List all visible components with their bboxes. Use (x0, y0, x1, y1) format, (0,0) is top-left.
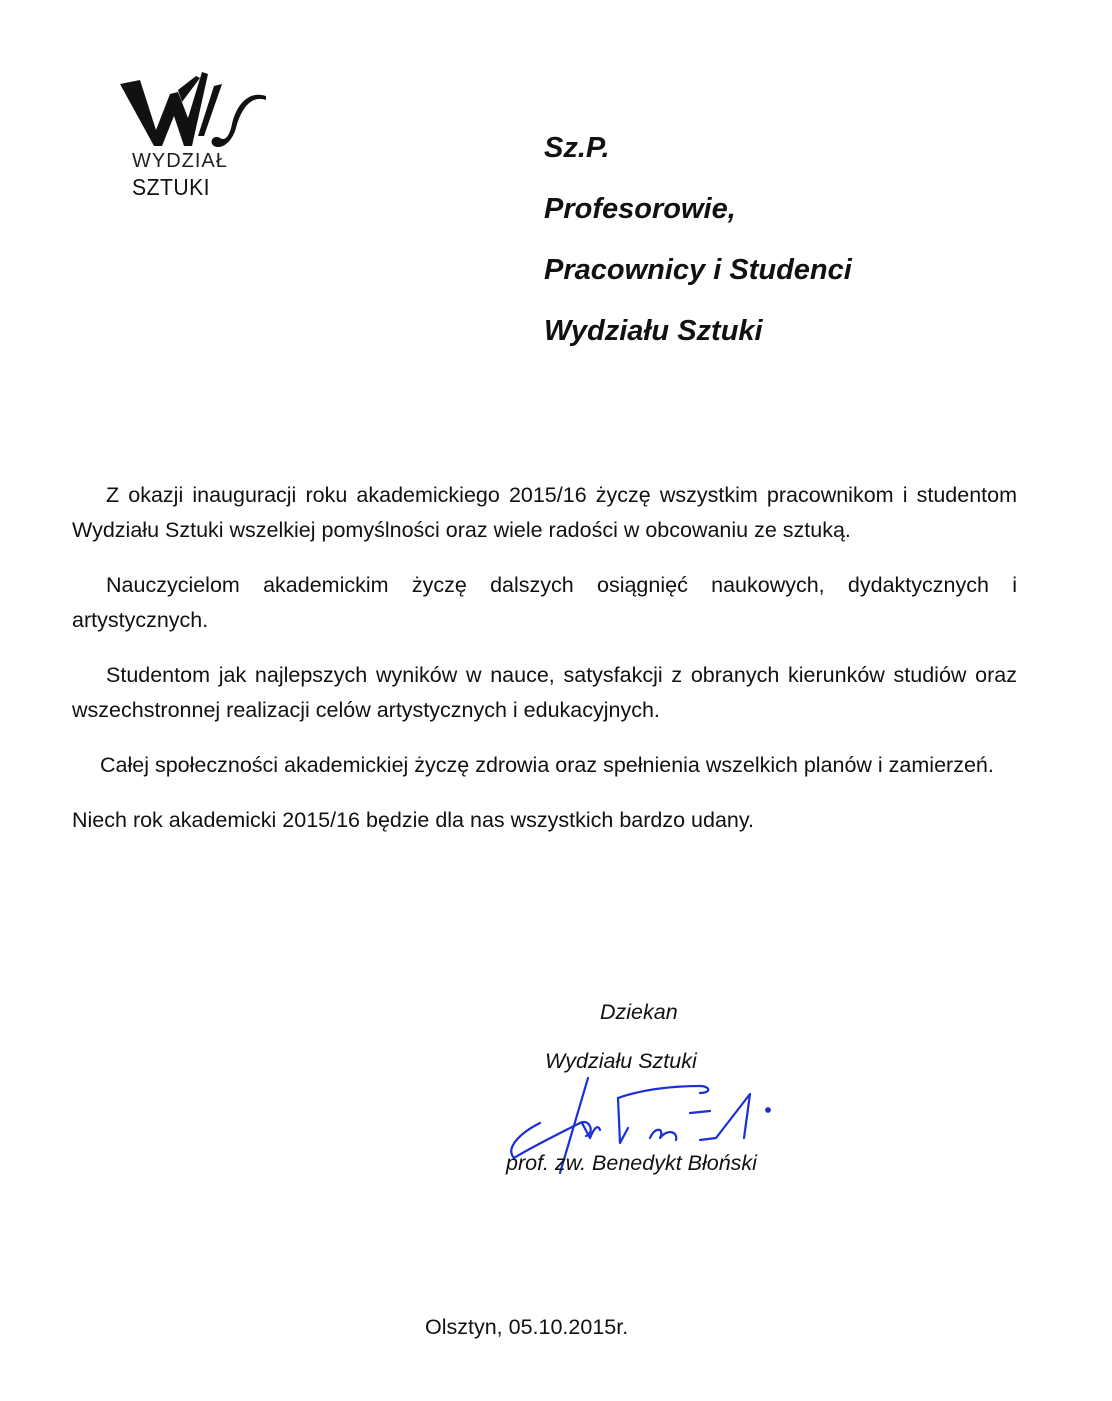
salutation-line: Profesorowie, (544, 193, 736, 225)
salutation-block (544, 128, 852, 372)
salutation-line: Wydziału Sztuki (544, 315, 763, 347)
salutation-line: Sz.P. (544, 132, 610, 164)
body-paragraph: Z okazji inauguracji roku akademickiego 2015/16 życzę wszystkim pracownikom i studentom Wydziału Sztuki wszelkiej pomyślności oraz wiele radości w obcowaniu ze sztuką. (72, 483, 1017, 542)
signatory-name: prof. zw. Benedykt Błoński (506, 1151, 757, 1175)
faculty-logo (118, 72, 268, 207)
body-paragraph: Nauczycielom akademickim życzę dalszych osiągnięć naukowych, dydaktycznych i artystycznych. (72, 573, 1017, 632)
signatory-title: Dziekan (600, 1000, 678, 1024)
body-paragraph: Studentom jak najlepszych wyników w nauce, satysfakcji z obranych kierunków studiów oraz wszechstronnej realizacji celów artystycznych i edukacyjnych. (72, 663, 1017, 722)
signatory-department: Wydziału Sztuki (545, 1049, 697, 1073)
body-paragraph: Całej społeczności akademickiej życzę zdrowia oraz spełnienia wszelkich planów i zamierzeń. (100, 753, 994, 777)
logo-ws-mark-icon (118, 72, 268, 152)
body-paragraph: Niech rok akademicki 2015/16 będzie dla nas wszystkich bardzo udany. (72, 808, 754, 832)
letter-body (72, 478, 1017, 858)
logo-text-line1: WYDZIAŁ (132, 150, 228, 172)
salutation-line: Pracownicy i Studenci (544, 254, 852, 286)
logo-text-line2: SZTUKI (132, 174, 210, 200)
signature-block (500, 998, 830, 1198)
place-and-date: Olsztyn, 05.10.2015r. (425, 1315, 629, 1339)
